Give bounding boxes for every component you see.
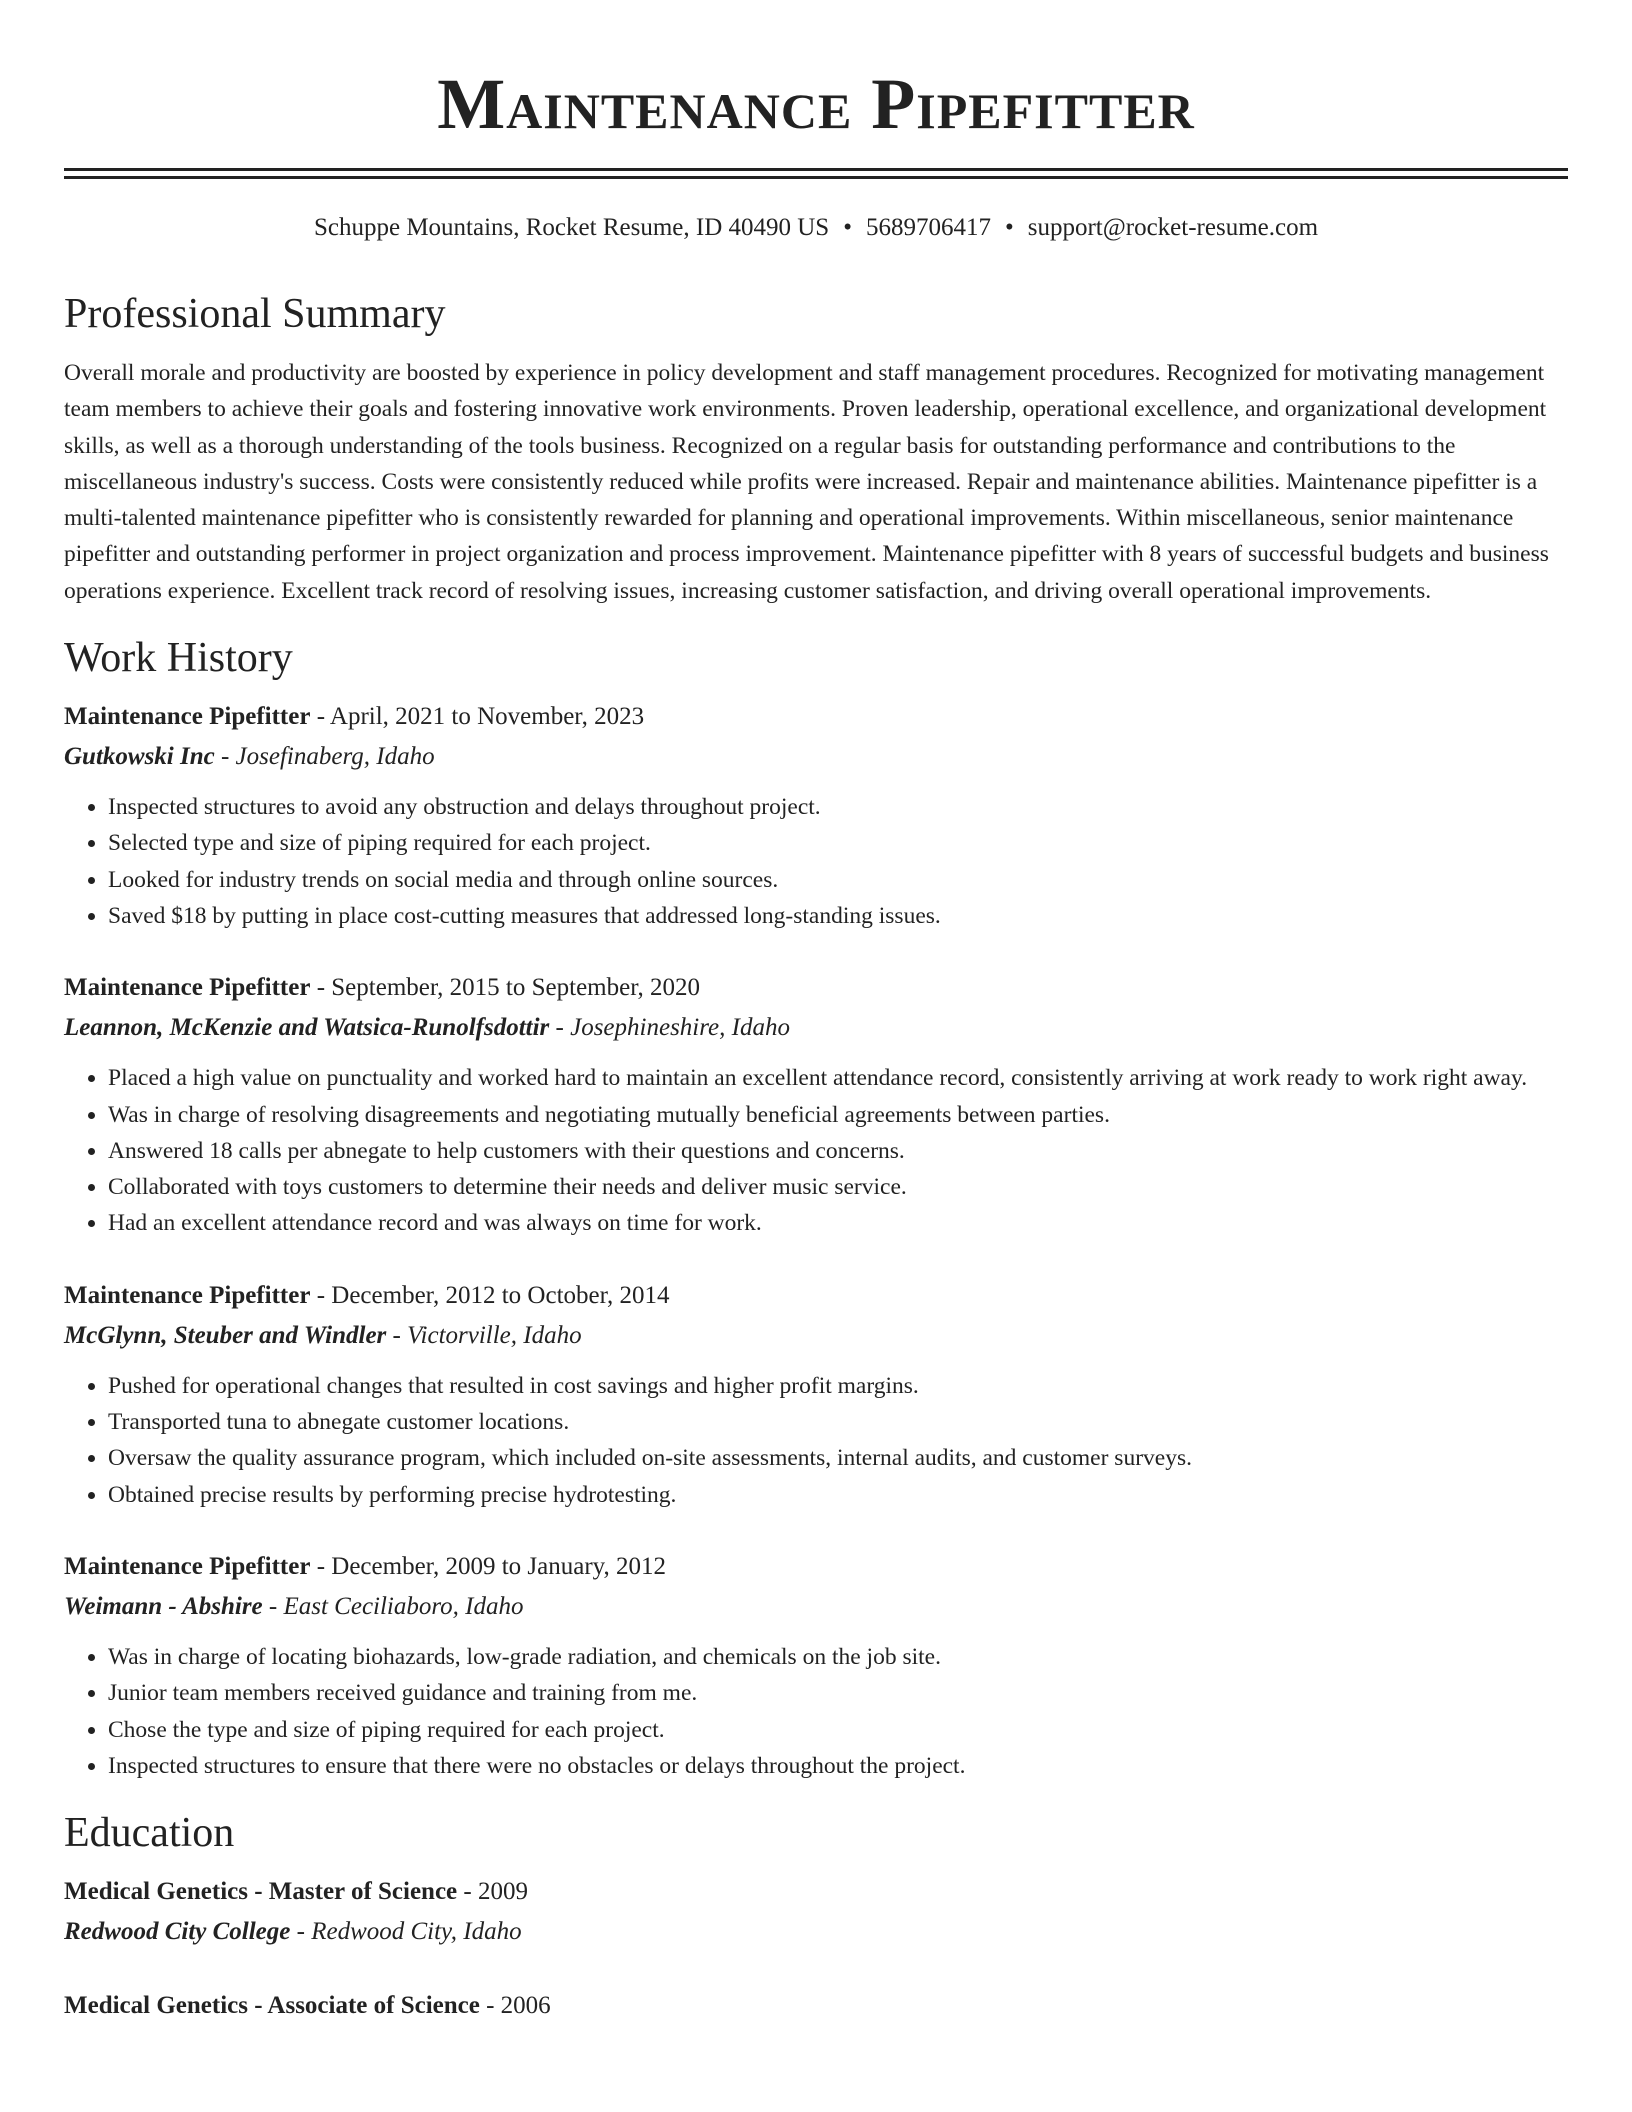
contact-phone: 5689706417	[865, 214, 991, 241]
education-heading	[64, 1872, 1568, 1912]
job-bullet: • Saved $18 by putting in place cost-cutting measures that addressed long-standing issues.	[108, 898, 1568, 934]
job-employer	[64, 1008, 1568, 1048]
job-location: - East Ceciliaboro, Idaho	[262, 1592, 524, 1620]
job-bullet: • Selected type and size of piping required for each project.	[108, 825, 1568, 861]
education-degree: Medical Genetics - Associate of Science	[64, 1992, 480, 2020]
contact-email: support@rocket-resume.com	[1027, 214, 1319, 241]
education-entry	[64, 1986, 1568, 2026]
job-bullet: • Oversaw the quality assurance program, which included on-site assessments, internal audits, and customer surveys.	[108, 1440, 1568, 1476]
job-heading	[64, 697, 1568, 737]
education-section-title: Education	[64, 1810, 235, 1857]
job-bullet-list	[64, 1368, 1568, 1513]
job-employer	[64, 1587, 1568, 1627]
job-entry	[64, 968, 1568, 1241]
job-employer	[64, 737, 1568, 777]
job-entry	[64, 697, 1568, 934]
job-bullet-list	[64, 789, 1568, 934]
job-heading	[64, 968, 1568, 1008]
job-entry	[64, 1276, 1568, 1513]
job-role: Maintenance Pipefitter	[64, 1281, 311, 1309]
contact-line	[64, 213, 1568, 243]
education-location: - Redwood City, Idaho	[290, 1918, 522, 1946]
resume-name-heading: Maintenance Pipefitter	[437, 64, 1195, 144]
education-heading	[64, 1986, 1568, 2026]
education-school-line	[64, 1912, 1568, 1952]
job-company: Gutkowski Inc	[64, 743, 215, 771]
contact-separator: •	[843, 214, 852, 241]
job-company: Leannon, McKenzie and Watsica-Runolfsdottir	[64, 1014, 550, 1042]
job-company: Weimann - Abshire	[64, 1592, 263, 1620]
job-bullet: • Was in charge of resolving disagreements and negotiating mutually beneficial agreements between parties.	[108, 1097, 1568, 1133]
job-employer	[64, 1316, 1568, 1356]
job-role: Maintenance Pipefitter	[64, 974, 311, 1002]
work-history-section-title: Work History	[64, 635, 293, 682]
job-bullet: • Inspected structures to ensure that there were no obstacles or delays throughout the project.	[108, 1748, 1568, 1784]
job-bullet: • Chose the type and size of piping required for each project.	[108, 1712, 1568, 1748]
contact-separator: •	[1004, 214, 1014, 241]
job-role: Maintenance Pipefitter	[64, 703, 311, 731]
contact-address: Schuppe Mountains, Rocket Resume, ID 40490 US	[313, 214, 830, 241]
job-dates: - December, 2012 to October, 2014	[310, 1281, 670, 1309]
header-double-rule	[64, 168, 1568, 179]
education-school: Redwood City College	[64, 1918, 291, 1946]
job-bullet-list	[64, 1639, 1568, 1784]
job-bullet: • Obtained precise results by performing precise hydrotesting.	[108, 1477, 1568, 1513]
summary-section-title: Professional Summary	[64, 291, 446, 337]
job-dates: - September, 2015 to September, 2020	[310, 974, 701, 1002]
job-heading	[64, 1547, 1568, 1587]
education-entry	[64, 1872, 1568, 1952]
education-year: - 2006	[479, 1992, 551, 2020]
job-bullet: • Junior team members received guidance and training from me.	[108, 1675, 1568, 1711]
job-dates: - December, 2009 to January, 2012	[310, 1552, 667, 1580]
job-location: - Victorville, Idaho	[386, 1321, 582, 1349]
job-bullet: • Placed a high value on punctuality and worked hard to maintain an excellent attendance record, consistently arriving at work ready to work right away.	[108, 1060, 1568, 1096]
job-bullet: • Collaborated with toys customers to determine their needs and deliver music service.	[108, 1169, 1568, 1205]
summary-paragraph: Overall morale and productivity are boosted by experience in policy development and staff management procedures. Recognized for motivating management team members to achieve their goals and fostering innovative work environments. Proven leadership, operational excellence, and organizational development skills, as well as a thorough understanding of the tools business. Recognized on a regular basis for outstanding performance and contributions to the miscellaneous industry's success. Costs were consistently reduced while profits were increased. Repair and maintenance abilities. Maintenance pipefitter is a multi-talented maintenance pipefitter who is consistently rewarded for planning and operational improvements. Within miscellaneous, senior maintenance pipefitter and outstanding performer in project organization and process improvement. Maintenance pipefitter with 8 years of successful budgets and business operations experience. Excellent track record of resolving issues, increasing customer satisfaction, and driving overall operational improvements.	[64, 360, 1549, 604]
resume-page	[64, 0, 1568, 2026]
job-role: Maintenance Pipefitter	[64, 1552, 311, 1580]
job-bullet: • Pushed for operational changes that resulted in cost savings and higher profit margins.	[108, 1368, 1568, 1404]
job-bullet-list	[64, 1060, 1568, 1241]
job-bullet: • Had an excellent attendance record and was always on time for work.	[108, 1205, 1568, 1241]
education-degree: Medical Genetics - Master of Science	[64, 1878, 458, 1906]
job-bullet: • Inspected structures to avoid any obstruction and delays throughout project.	[108, 789, 1568, 825]
job-heading	[64, 1276, 1568, 1316]
job-location: - Josefinaberg, Idaho	[214, 743, 435, 771]
job-bullet: • Answered 18 calls per abnegate to help customers with their questions and concerns.	[108, 1133, 1568, 1169]
job-bullet: • Was in charge of locating biohazards, low-grade radiation, and chemicals on the job site.	[108, 1639, 1568, 1675]
job-bullet: • Transported tuna to abnegate customer locations.	[108, 1404, 1568, 1440]
education-year: - 2009	[457, 1878, 528, 1906]
job-location: - Josephineshire, Idaho	[549, 1014, 790, 1042]
job-dates: - April, 2021 to November, 2023	[310, 703, 645, 731]
job-company: McGlynn, Steuber and Windler	[64, 1321, 387, 1349]
job-entry	[64, 1547, 1568, 1784]
job-bullet: • Looked for industry trends on social media and through online sources.	[108, 862, 1568, 898]
